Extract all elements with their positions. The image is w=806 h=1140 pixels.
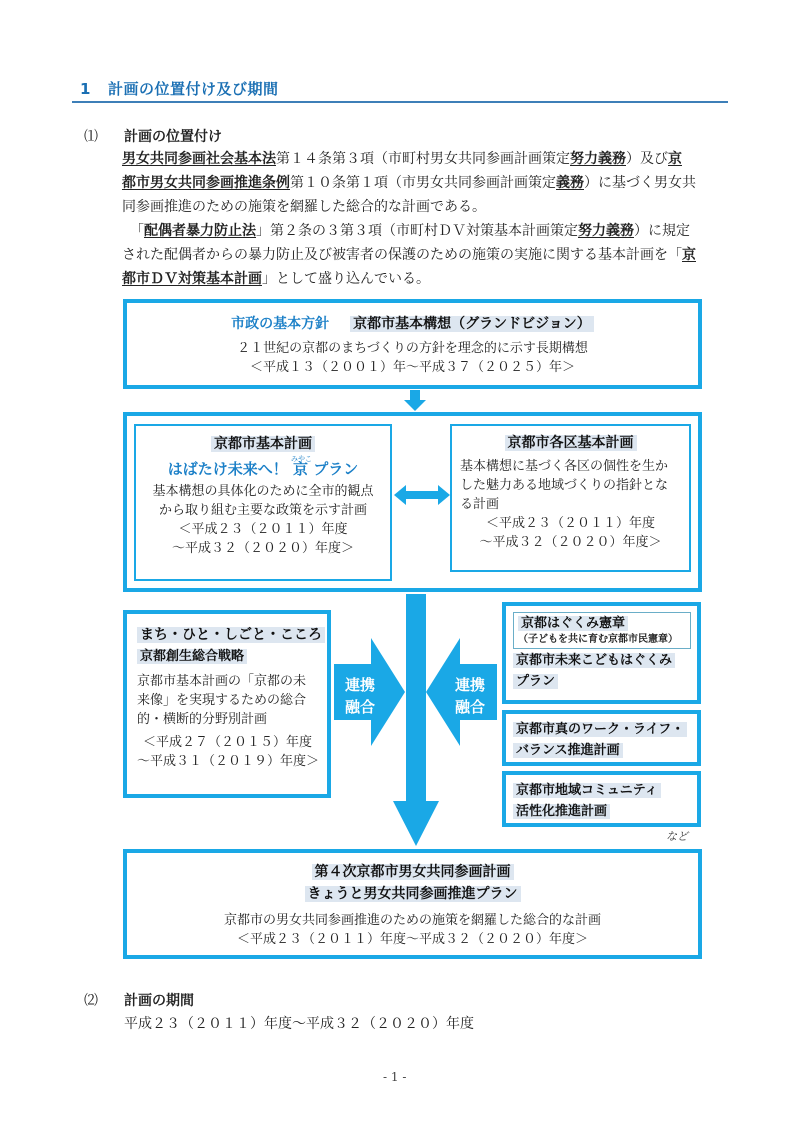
desc-line: した魅力ある地域づくりの指針とな	[460, 478, 669, 493]
text: された配偶者からの暴力防止及び被害者の保護のための施策の実施に関する基本計画を「	[122, 247, 682, 263]
text: ）に基づく男女共	[584, 175, 696, 191]
subsection-1-heading	[84, 126, 222, 146]
plan-name-line: 京都市未来こどもはぐくみ	[513, 653, 675, 668]
period-line: ＜平成２３（２０１１）年度	[178, 522, 348, 537]
plan-title-1: 第４次京都市男女共同参画計画	[312, 864, 514, 880]
page-number: - 1 -	[383, 1070, 407, 1084]
law-name: 男女共同参画社会基本法	[122, 151, 276, 167]
text: 第１０条第１項（市男女共同参画計画策定	[290, 175, 556, 191]
section-divider	[72, 101, 728, 103]
subsection-1-number: ⑴	[84, 129, 98, 145]
plan-name: 京	[682, 247, 696, 263]
paragraph-1	[100, 147, 730, 219]
text: 「	[130, 223, 144, 239]
subtitle-kanji: 京	[292, 460, 308, 478]
period-line: ～平成３２（２０２０）年度＞	[479, 535, 662, 550]
label-line: 融合	[454, 698, 485, 716]
bidirectional-arrow-icon	[394, 484, 450, 506]
basic-vision-box	[123, 299, 702, 389]
community-plan-box	[502, 771, 701, 827]
ward-plan-box	[450, 424, 691, 572]
plan-desc: 京都市の男女共同参画推進のための施策を網羅した総合的な計画	[223, 913, 601, 928]
text: ）に規定	[634, 223, 690, 239]
plan-name-line: バランス推進計画	[513, 743, 623, 758]
basic-vision-period: ＜平成１３（２００１）年～平成３７（２０２５）年＞	[249, 360, 575, 375]
gender-equality-plan-box	[123, 849, 702, 959]
subsection-2-number: ⑵	[84, 993, 98, 1009]
strategy-title-2: 京都創生総合戦略	[137, 649, 247, 664]
basic-vision-desc: ２１世紀の京都のまちづくりの方針を理念的に示す長期構想	[237, 341, 588, 356]
period-line: ＜平成２７（２０１５）年度	[143, 735, 313, 750]
paragraph-2	[100, 219, 730, 291]
plan-name-line: 京都市地域コミュニティ	[513, 783, 661, 798]
ward-plan-title: 京都市各区基本計画	[505, 435, 637, 451]
etc-label: など	[666, 830, 688, 843]
label-line: 連携	[344, 676, 375, 694]
work-life-balance-box	[502, 710, 701, 766]
label-line: 連携	[454, 676, 485, 694]
emphasis: 努力義務	[578, 223, 634, 239]
strategy-box	[123, 610, 331, 798]
ordinance-name: 京	[668, 151, 682, 167]
basic-plan-box	[134, 424, 392, 581]
ruby-text: みやこ	[290, 455, 312, 463]
desc-line: る計画	[460, 497, 500, 512]
plan-period: ＜平成２３（２０１１）年度～平成３２（２０２０）年度＞	[236, 932, 588, 947]
basic-plan-title: 京都市基本計画	[211, 436, 315, 452]
desc-line: 来像」を実現するための総合	[137, 693, 307, 708]
emphasis: 義務	[556, 175, 584, 191]
plan-name-line: プラン	[513, 674, 558, 689]
charter-title: 京都はぐくみ憲章	[518, 616, 628, 631]
plan-name: 都市ＤＶ対策基本計画	[122, 271, 262, 287]
desc-line: 基本構想に基づく各区の個性を生か	[460, 459, 669, 474]
text: 同参画推進のための施策を網羅した総合的な計画である。	[122, 199, 486, 215]
section-title	[80, 78, 279, 99]
text: ）及び	[626, 151, 668, 167]
subsection-2-title: 計画の期間	[124, 993, 194, 1009]
basic-plan-subtitle	[136, 455, 390, 480]
text: 」として盛り込んでいる。	[262, 271, 430, 287]
section-title-text: 計画の位置付け及び期間	[108, 80, 279, 98]
basic-vision-title: 京都市基本構想（グランドビジョン）	[350, 316, 594, 332]
text: 第１４条第３項（市町村男女共同参画計画策定	[276, 151, 570, 167]
collaboration-label-right	[450, 674, 490, 718]
plan-period-text: 平成２３（２０１１）年度～平成３２（２０２０）年度	[124, 1016, 474, 1032]
childcare-plan-box	[502, 602, 701, 704]
down-arrow-icon	[403, 390, 427, 412]
basic-policy-label: 市政の基本方針	[231, 316, 330, 332]
text: 」第２条の３第３項（市町村ＤＶ対策基本計画策定	[256, 223, 578, 239]
desc-line: 京都市基本計画の「京都の未	[137, 674, 307, 689]
plan-name-line: 京都市真のワーク・ライフ・	[513, 722, 687, 737]
period-line: ＜平成２３（２０１１）年度	[485, 516, 655, 531]
desc-line: 的・横断的分野別計画	[137, 712, 268, 727]
section-number: 1	[80, 80, 91, 98]
childcare-charter-box	[513, 612, 691, 649]
law-name: 配偶者暴力防止法	[144, 223, 256, 239]
collaboration-label-left	[340, 674, 380, 718]
subtitle-text: プラン	[313, 460, 359, 478]
subtitle-text: はばたけ未来へ！	[167, 460, 288, 478]
plan-name-line: 活性化推進計画	[513, 804, 610, 819]
strategy-title-1: まち・ひと・しごと・こころ	[137, 627, 325, 643]
period-line: ～平成３２（２０２０）年度＞	[171, 541, 354, 556]
ordinance-name: 都市男女共同参画推進条例	[122, 175, 290, 191]
emphasis: 努力義務	[570, 151, 626, 167]
plan-title-2: きょうと男女共同参画推進プラン	[305, 886, 521, 902]
charter-subtitle: （子どもを共に育む京都市民憲章）	[518, 634, 678, 645]
subsection-1-title: 計画の位置付け	[124, 129, 222, 145]
period-line: ～平成３１（２０１９）年度＞	[137, 754, 320, 769]
desc-line: から取り組む主要な政策を示す計画	[158, 503, 367, 518]
subsection-2-heading	[84, 990, 194, 1010]
desc-line: 基本構想の具体化のために全市的観点	[152, 484, 374, 499]
label-line: 融合	[344, 698, 375, 716]
